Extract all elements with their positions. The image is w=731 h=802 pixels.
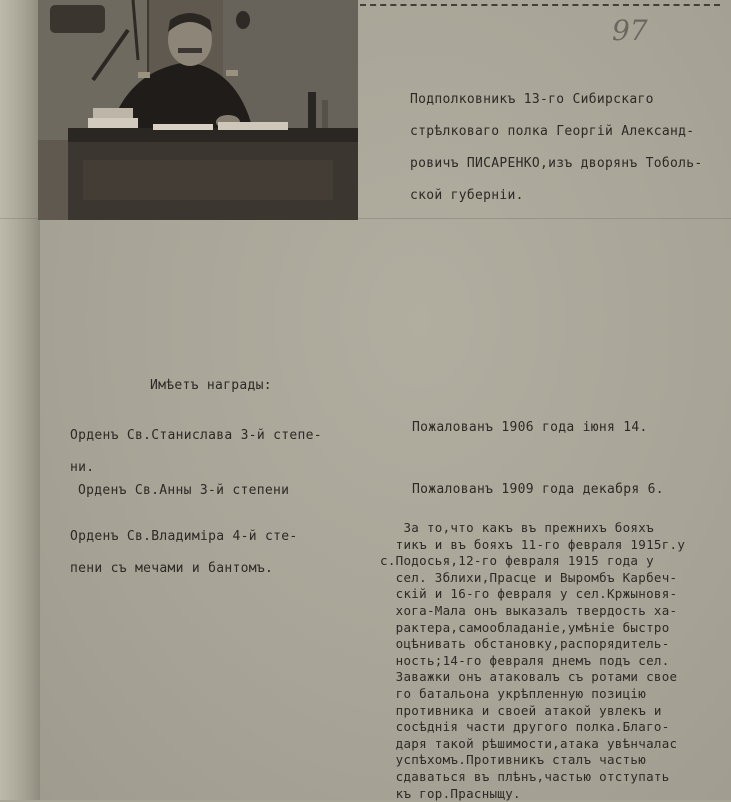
citation-line: даря такой рѣшимости,атака увѣнчалас — [380, 735, 678, 751]
citation-line: За то,что какъ въ прежнихъ бояхъ — [380, 520, 654, 535]
award-date: Пожалованъ 1906 года іюня 14. — [412, 420, 648, 435]
citation-line: ность;14-го февраля днемъ подъ сел. — [380, 652, 670, 668]
intro-line: стрѣлковаго полка Георгій Александ- — [410, 124, 695, 139]
award-name-line: пени съ мечами и бантомъ. — [70, 561, 274, 576]
citation-line: Заважки онъ атаковалъ съ ротами свое — [380, 669, 678, 685]
portrait-photo-image — [38, 0, 358, 220]
award-name — [70, 521, 298, 585]
citation-line: противника и своей атакой увлекъ и — [380, 702, 662, 718]
intro-block — [410, 84, 703, 212]
citation-line: къ гор.Прасныщу. — [380, 785, 521, 801]
top-dashed-line — [360, 4, 720, 6]
award-name-line: Орденъ Св.Станислава 3-й степе- — [70, 428, 322, 443]
intro-line: Подполковникъ 13-го Сибирскаго — [410, 92, 654, 107]
award-name-line: ни. — [70, 460, 95, 475]
citation-line: го батальона укрѣпленную позицію — [380, 685, 647, 701]
citation-line: оцѣнивать обстановку,распорядитель- — [380, 636, 670, 652]
citation-line: с.Подосья,12-го февраля 1915 года у — [380, 553, 654, 569]
award-date: Пожалованъ 1909 года декабря 6. — [412, 482, 664, 497]
citation-line: успѣхомъ.Противникъ сталъ частью — [380, 752, 647, 768]
citation-line: сдаваться въ плѣнъ,частью отступать — [380, 768, 670, 784]
awards-header: Имѣетъ награды: — [150, 378, 272, 393]
intro-line: ровичъ ПИСАРЕНКО,изъ дворянъ Тоболь- — [410, 156, 703, 171]
award-name-line: Орденъ Св.Анны 3-й степени — [78, 483, 290, 498]
citation-line: хога-Мала онъ выказалъ твердость ха- — [380, 602, 678, 618]
binding-edge — [0, 0, 41, 800]
intro-line: ской губерніи. — [410, 188, 524, 203]
citation-line: скій и 16-го февраля у сел.Кржыновя- — [380, 586, 678, 602]
portrait-photo — [38, 0, 358, 220]
citation-block — [380, 520, 685, 802]
award-name — [78, 475, 289, 507]
citation-line: тикъ и въ бояхъ 11-го февраля 1915г.у — [380, 536, 686, 552]
citation-line: рактера,самообладаніе,умѣніе быстро — [380, 619, 670, 635]
page-number: 97 — [612, 14, 648, 47]
citation-line: сосѣднія части другого полка.Благо- — [380, 719, 670, 735]
citation-line: сел. Зблихи,Прасце и Выромбъ Карбеч- — [380, 569, 678, 585]
award-name-line: Орденъ Св.Владиміра 4-й сте- — [70, 529, 298, 544]
